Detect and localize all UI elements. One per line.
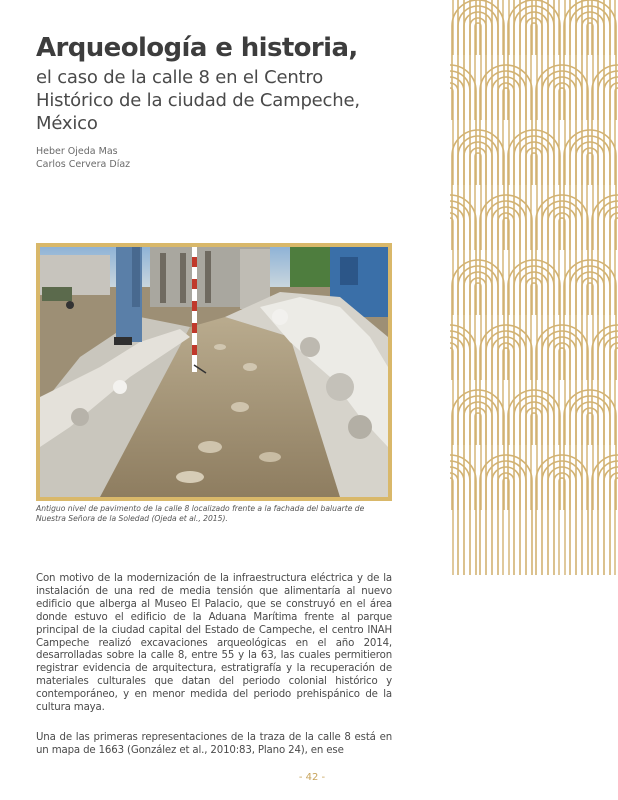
deco-arch (450, 195, 476, 315)
deco-arch (480, 195, 532, 315)
body-paragraph: Con motivo de la modernización de la infraestructura eléctrica y de la instalación de una red de media tensión que alimentaría al nuevo edificio que alberga al Museo El Palacio, que se construyó en el área donde estuvo el edificio de la Aduana Marítima frente al parque principal de la ciudad capital del Estado de Campeche, el centro INAH Campeche realizó excavaciones arqueológicas en el año 2014, desarrolladas sobre la calle 8, entre 55 y la 63, las cuales permitieron registrar evidencia de arquitectura, estratigrafía y la recuperación de materiales culturales que datan del periodo colonial histórico y contemporáneo, y en menor medida del periodo prehispánico de la cultura maya. (36, 573, 392, 714)
subtitle-line: Histórico de la ciudad de Campeche, (36, 90, 360, 111)
article-subtitle (36, 66, 436, 135)
deco-arch (508, 390, 560, 510)
figure-caption: Antiguo nivel de pavimento de la calle 8 localizado frente a la fachada del baluarte de Nuestra Señora de la Soledad (Ojeda et al., 2015). (36, 504, 365, 523)
deco-arch (564, 0, 616, 120)
deco-arch (452, 390, 504, 510)
deco-arch (536, 325, 588, 445)
deco-arch (592, 455, 618, 575)
excavation-photo-image (40, 247, 388, 497)
author-name: Carlos Cervera Díaz (36, 159, 131, 170)
deco-arch (480, 65, 532, 185)
body-paragraph: Una de las primeras representaciones de la traza de la calle 8 está en un mapa de 1663 (González et al., 2010:83, Plano 24), en ese (36, 732, 392, 756)
deco-arch (536, 455, 588, 575)
excavation-photo (36, 243, 392, 501)
deco-arch (450, 325, 476, 445)
deco-arch (452, 130, 504, 250)
subtitle-line: el caso de la calle 8 en el Centro (36, 67, 324, 88)
deco-arch (536, 65, 588, 185)
deco-arch (480, 455, 532, 575)
deco-arch (450, 0, 476, 55)
page-number: - 42 - (298, 772, 326, 783)
author-name: Heber Ojeda Mas (36, 146, 118, 157)
deco-arch (452, 0, 504, 120)
deco-arch (564, 390, 616, 510)
deco-arch (452, 260, 504, 380)
deco-arch (592, 65, 618, 185)
deco-arch (450, 65, 476, 185)
deco-arch (536, 195, 588, 315)
deco-arch (592, 325, 618, 445)
article-title: Arqueología e historia, (36, 33, 358, 63)
deco-arch (592, 195, 618, 315)
deco-arch (508, 130, 560, 250)
deco-arch (508, 260, 560, 380)
deco-arch (508, 0, 560, 120)
deco-arch (564, 260, 616, 380)
art-deco-pattern (450, 0, 618, 800)
subtitle-line: México (36, 113, 98, 134)
deco-arch (592, 0, 618, 55)
deco-arch (480, 325, 532, 445)
art-deco-border (450, 0, 618, 800)
deco-arch (450, 455, 476, 575)
deco-arch (564, 130, 616, 250)
